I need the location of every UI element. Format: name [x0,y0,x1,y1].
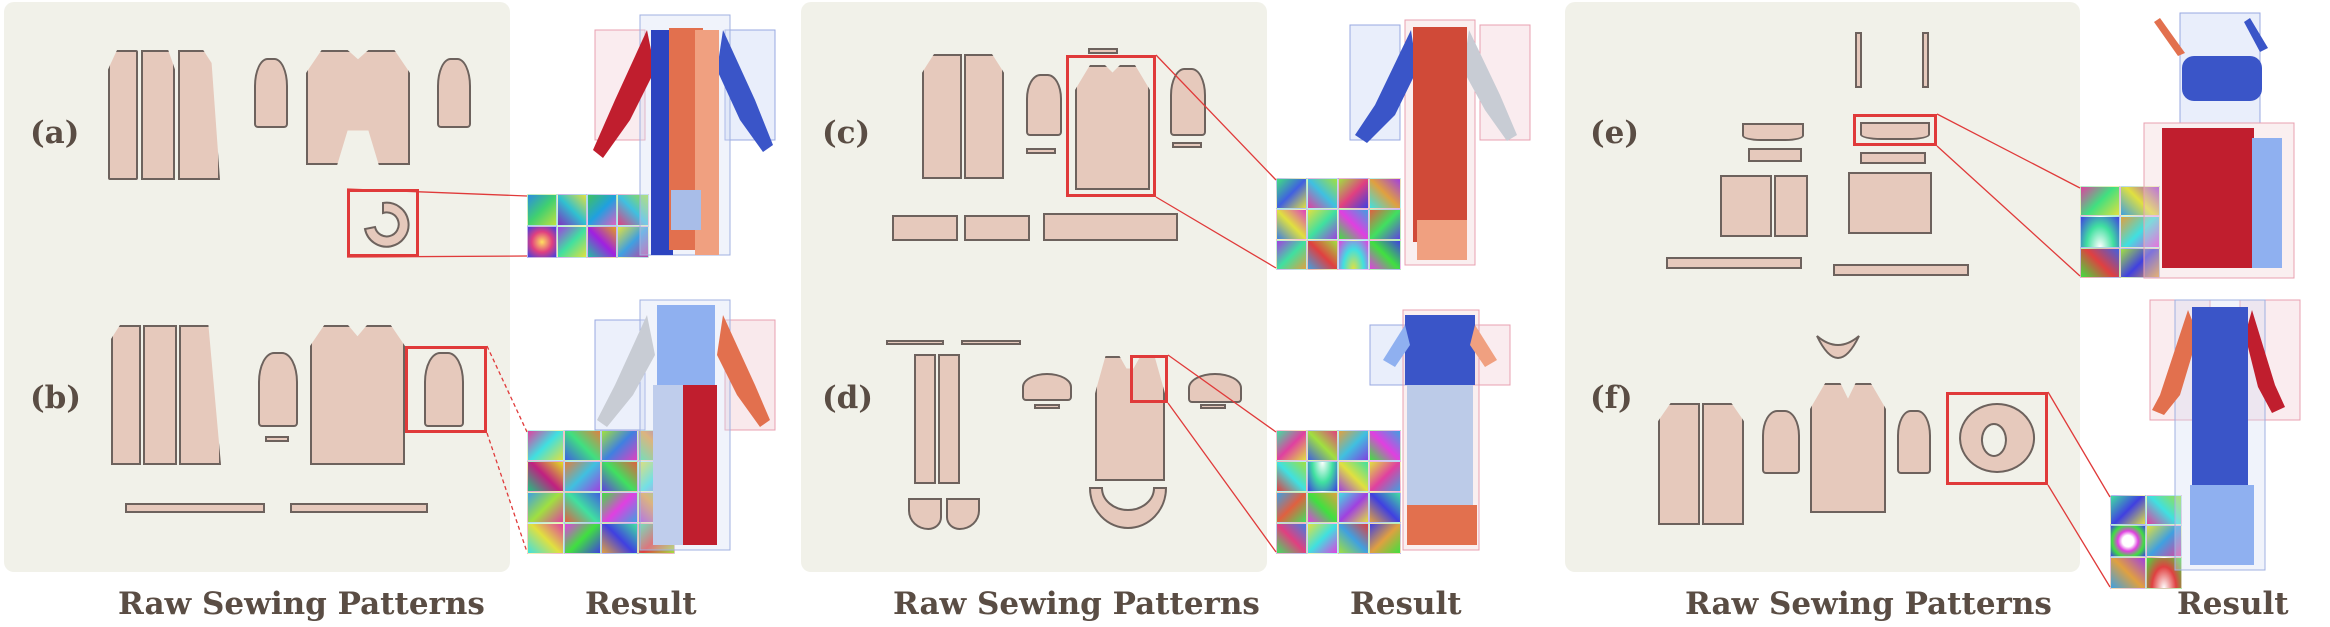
pattern-piece [1043,213,1178,241]
pattern-piece [1200,404,1226,409]
label-c: (c) [822,115,871,151]
render-e [2140,8,2310,283]
spiral-piece [347,189,419,257]
pattern-piece [1860,152,1926,164]
pattern-piece [258,352,298,427]
pattern-piece [1666,257,1802,269]
pattern-piece [1855,32,1862,88]
pattern-piece [1075,65,1150,190]
pattern-piece [914,354,936,484]
pattern-piece [424,352,464,427]
pattern-piece [1022,373,1072,401]
pattern-piece [290,503,428,513]
pattern-piece [310,325,405,465]
highlight-box [1130,355,1168,403]
pattern-piece [254,58,288,128]
pattern-piece [1922,32,1929,88]
pattern-piece [1026,74,1062,136]
caption-result-left: Result [585,586,697,622]
pattern-piece [1188,373,1242,403]
pattern-piece [961,340,1021,345]
pattern-piece [1762,410,1800,474]
pattern-piece [964,54,1004,179]
caption-result-middle: Result [1350,586,1462,622]
pattern-piece [111,325,141,465]
pattern-piece [1658,403,1700,525]
pattern-piece [1088,48,1118,54]
pattern-piece [1702,403,1744,525]
render-f [2140,295,2310,575]
pattern-piece [265,436,289,442]
pattern-piece [922,54,962,179]
caption-patterns-middle: Raw Sewing Patterns [893,586,1260,622]
pattern-piece [1026,148,1056,154]
skirt-waist-piece [1088,486,1168,532]
render-d [1365,305,1525,555]
pattern-piece [437,58,471,128]
pattern-piece [1848,172,1932,234]
ring-piece [1946,392,2048,485]
pattern-piece [1034,404,1060,409]
pattern-piece [1897,410,1931,474]
label-f: (f) [1590,380,1633,416]
label-a: (a) [30,115,80,151]
pattern-piece [1720,175,1772,237]
render-a [585,10,785,265]
pattern-piece [938,354,960,484]
caption-patterns-left: Raw Sewing Patterns [118,586,485,622]
caption-result-right: Result [2177,586,2289,622]
pattern-piece [1810,383,1886,513]
pattern-piece [143,325,177,465]
pattern-piece [1172,142,1202,148]
hood-piece [1815,334,1861,370]
label-d: (d) [822,380,874,416]
pattern-piece [1748,148,1802,162]
pattern-piece [141,50,175,180]
pattern-piece [964,215,1030,241]
pattern-piece [1774,175,1808,237]
caption-patterns-right: Raw Sewing Patterns [1685,586,2052,622]
pattern-piece [886,340,944,345]
pattern-piece [1742,123,1804,141]
pattern-piece [892,215,958,241]
pattern-piece [125,503,265,513]
pattern-piece [1860,122,1930,140]
pattern-piece [1833,264,1969,276]
render-b [585,295,785,560]
pattern-piece [1170,68,1206,136]
label-e: (e) [1590,115,1640,151]
pattern-piece [108,50,138,180]
label-b: (b) [30,380,82,416]
render-c [1345,15,1535,270]
